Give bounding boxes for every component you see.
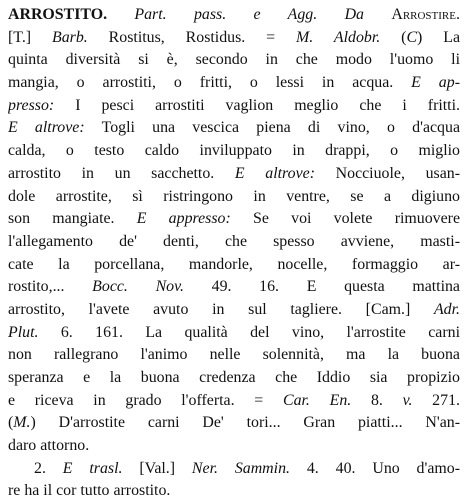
entry-line <box>8 72 460 95</box>
text-run: calda, o testo caldo inviluppato in drappi, o miglio <box>8 142 460 160</box>
text-run: 2. <box>34 459 63 477</box>
text-run: Rostitus, Rostidus. = <box>87 28 297 46</box>
text-run: quinta diversità si è, secondo in che modo l'uomo li <box>8 51 460 69</box>
text-run: ( <box>380 28 407 46</box>
text-run: [Val.] <box>122 459 192 477</box>
small-caps-text: Arrostire <box>391 6 456 23</box>
italic-text: Barb. <box>52 28 88 46</box>
entry-line <box>8 390 460 413</box>
entry-line <box>8 140 460 163</box>
entry-line <box>8 367 460 390</box>
text-run: [T.] <box>8 28 52 46</box>
entry-line <box>8 458 460 481</box>
entry-line <box>8 186 460 209</box>
entry-line <box>8 163 460 186</box>
entry-line <box>8 344 460 367</box>
text-run: rostito,... <box>8 278 93 296</box>
text-run: 8. <box>351 391 403 409</box>
text-run: Se voi volete rimuovere <box>230 210 460 228</box>
italic-text: M. <box>13 414 31 432</box>
text-run: ) La <box>417 28 460 46</box>
text-run: 4. 40. Uno d'amo- <box>290 459 460 477</box>
text-run <box>107 6 134 23</box>
dictionary-entry <box>8 4 460 503</box>
text-run: mangia, o arrostiti, o fritti, o lessi in acqua. <box>8 74 412 92</box>
entry-line <box>8 27 460 50</box>
text-run <box>364 6 391 23</box>
text-run: I pesci arrostiti vaglion meglio che i fritti. <box>54 96 460 114</box>
text-run: ) D'arrostite carni De' tori... Gran piatti... N'an- <box>30 414 460 432</box>
text-run: non rallegrano l'animo nelle solennità, ma la buona <box>8 346 460 364</box>
entry-line <box>8 276 460 299</box>
entry-line <box>8 4 460 27</box>
entry-line <box>8 322 460 345</box>
italic-text: E altrove: <box>234 164 315 182</box>
italic-text: C <box>406 28 418 46</box>
text-run: son mangiate. <box>8 210 137 228</box>
italic-text: Ner. Sammin. <box>191 459 290 477</box>
text-run: cate la porcellana, mandorle, nocelle, formaggio ar- <box>8 255 460 273</box>
text-run: l'allegamento de' denti, che spesso avviene, masti- <box>8 232 460 250</box>
italic-text: v. <box>402 391 413 409</box>
text-run: arrostito, l'avete avuto in sul tagliere. [Cam.] <box>8 300 434 318</box>
text-run: 49. 16. E questa mattina <box>183 278 460 296</box>
italic-text: E ap- <box>411 74 460 92</box>
text-run: 271. <box>412 391 460 409</box>
text-run: daro attorno. <box>8 437 90 455</box>
text-run: 6. 161. La qualità del vino, l'arrostite carni <box>38 323 460 341</box>
text-run: re ha il cor tutto arrostito. <box>8 482 171 500</box>
italic-text: Bocc. Nov. <box>92 278 184 296</box>
italic-text: M. Aldobr. <box>296 28 381 46</box>
entry-line <box>8 117 460 140</box>
italic-text: E altrove: <box>8 119 85 137</box>
entry-line <box>8 49 460 72</box>
entry-line <box>8 95 460 118</box>
text-run: Togli una vescica piena di vino, o d'acqua <box>84 119 460 137</box>
entry-line <box>8 254 460 277</box>
text-run: dole arrostite, sì ristringono in ventre, se a digiuno <box>8 187 460 205</box>
italic-text: Part. pass. e Agg. Da <box>134 6 364 23</box>
text-run: arrostito in un sacchetto. <box>8 164 235 182</box>
entry-line <box>8 299 460 322</box>
text-run: Nocciuole, usan- <box>315 164 460 182</box>
entry-line <box>8 435 460 458</box>
italic-text: Plut. <box>8 323 39 341</box>
italic-text: E appresso: <box>136 210 231 228</box>
italic-text: E trasl. <box>62 459 123 477</box>
text-run: e riceva in grado l'offerta. = <box>8 391 283 409</box>
text-run: . <box>456 6 460 23</box>
bold-text: ARROSTITO. <box>8 6 108 23</box>
italic-text: Car. En. <box>282 391 352 409</box>
entry-line <box>8 231 460 254</box>
entry-line <box>8 412 460 435</box>
entry-line <box>8 480 460 503</box>
italic-text: Adr. <box>433 300 460 318</box>
text-run: speranza e la buona credenza che Iddio sia propizio <box>8 369 460 386</box>
text-run: ( <box>8 414 14 432</box>
italic-text: presso: <box>8 96 55 114</box>
entry-line <box>8 208 460 231</box>
